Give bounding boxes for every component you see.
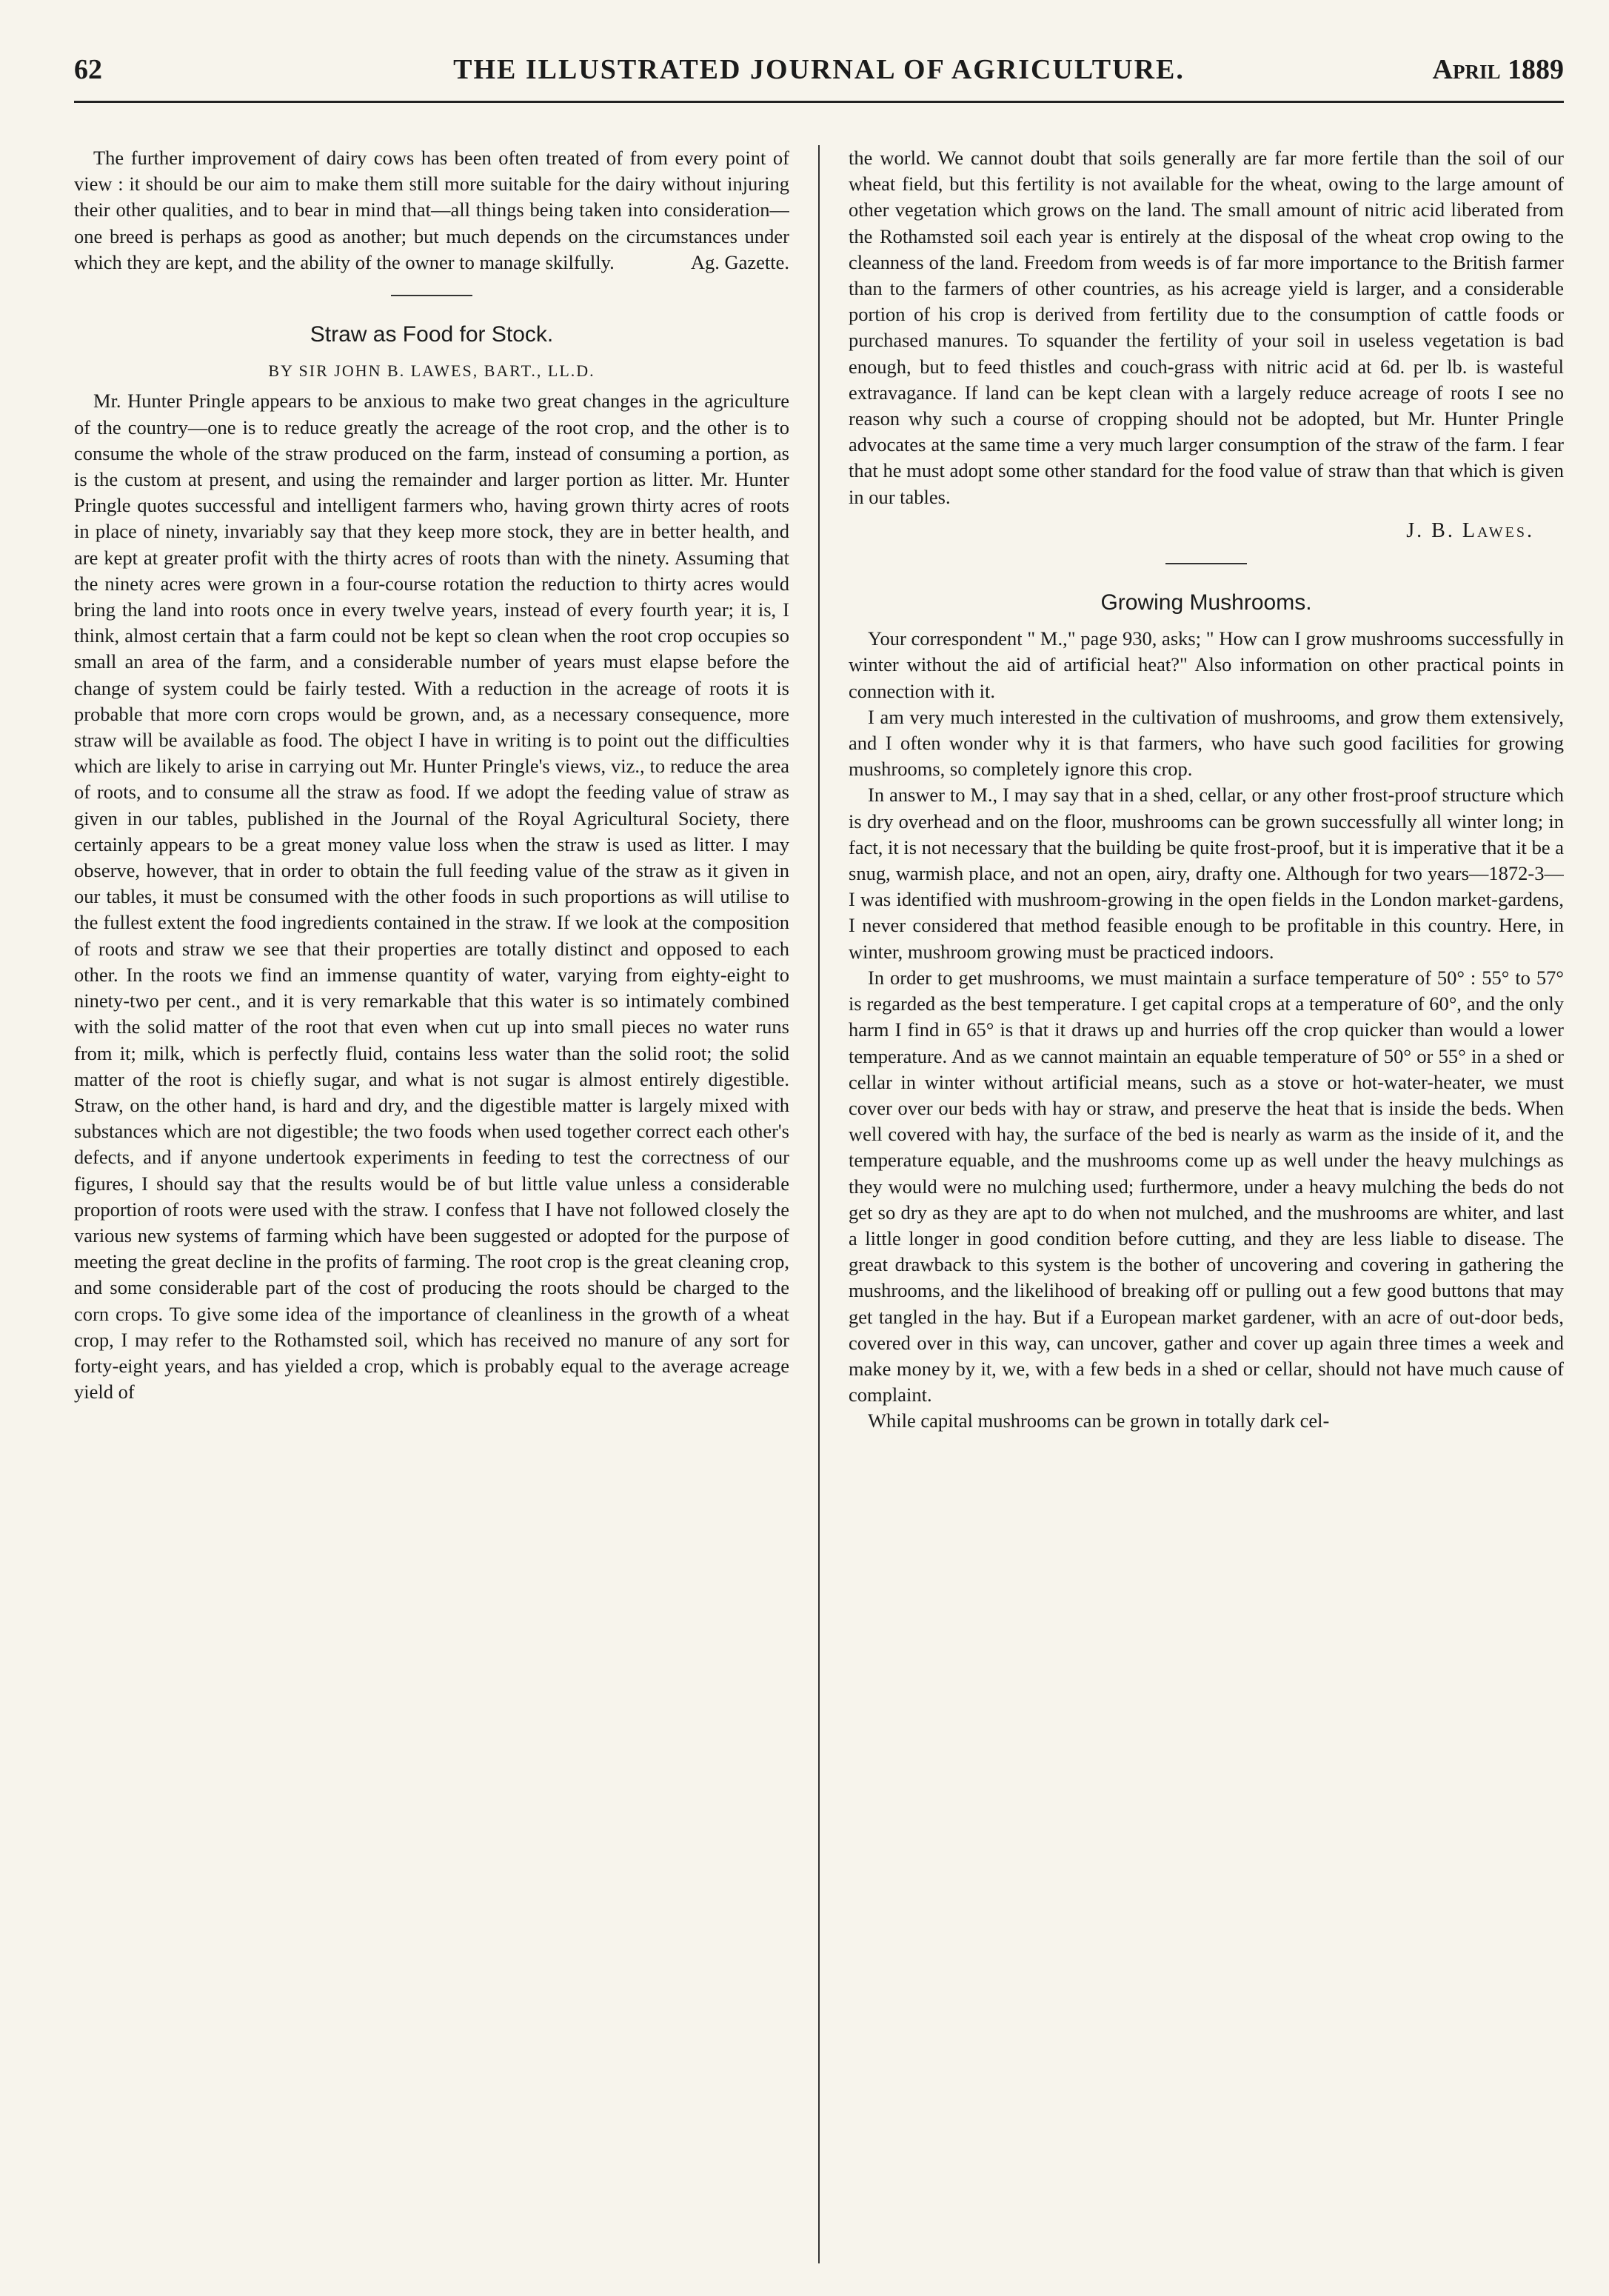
mushroom-paragraph: In answer to M., I may say that in a shed, cellar, or any other frost-proof structure which is dry overhead and on the floor, mushrooms can be grown successfully all winter long; in fact, it is not necessary that the building be quite frost-proof, but it is imperative that it be a snug, warmish place, and not an open, airy, drafty one. Although for two years—1872-3—I was identified with mushroom-growing in the open fields in the London market-gardens, I never considered that method feasible enough to be profitable in this country. Here, in winter, mushroom growing must be practiced indoors. [849, 784, 1564, 963]
text-columns [74, 145, 1564, 2263]
running-header [74, 49, 1564, 103]
issue-date: April 1889 [1432, 54, 1564, 85]
mushroom-paragraph: In order to get mushrooms, we must maintain a surface temperature of 50° : 55° to 57° is regarded as the best temperature. I get capital crops at a temperature of 60°, and the only harm I find in 65° is that it draws up and hurries off the crop quicker than would a lower temperature. And as we cannot maintain an equable temperature of 50° or 55° in a shed or cellar in winter without artificial means, such as a stove or hot-water-heater, we must cover over our beds with hay or straw, and preserve the heat that is inside the beds. When well covered with hay, the surface of the bed is nearly as warm as the inside of it, and the temperature equable, and the mushrooms come up as well under the heavy mulchings as they would were no mulching used; furthermore, under a heavy mulching the beds do not get so dry as they are apt to do when not mulched, and the mushrooms are whiter, and last a little longer in good condition before cutting, and they are less liable to disease. The great drawback to this system is the bother of uncovering and covering in gathering the mushrooms, and the likelihood of breaking off or pulling out a few good buttons that may get tangled in the hay. But if a European market gardener, with an acre of out-door beds, covered over in this way, can uncover, gather and cover up again three times a week and make money by it, we, with a few beds in a shed or cellar, should not have much cause of complaint. [849, 966, 1564, 1406]
straw-article-signature: J. B. Lawes. [1406, 518, 1534, 542]
mushroom-paragraph: I am very much interested in the cultivation of mushrooms, and grow them extensively, and I often wonder why it is that farmers, who have such good facilities for growing mushrooms, so completely ignore this crop. [849, 705, 1564, 781]
straw-article-paragraph: Mr. Hunter Pringle appears to be anxious to make two great changes in the agriculture of the country—one is to reduce greatly the acreage of the root crop, and the other is to consume the whole of the straw produced on the farm, instead of consuming a portion, as is the custom at present, and using the remainder and larger portion as litter. Mr. Hunter Pringle quotes successful and intelligent farmers who, having grown thirty acres of roots in place of ninety, invariably say that they keep more stock, they are in better health, and are kept at greater profit with the thirty acres of roots than with the ninety. Assuming that the ninety acres were grown in a four-course rotation the reduction to thirty acres would bring the land into roots once in every twelve years, instead of every fourth year; it is, I think, almost certain that a farm could not be kept so clean when the root crop occupies so small an area of the farm, and a considerable number of years must elapse before the change of system could be fairly tested. With a reduction in the acreage of roots it is probable that more corn crops would be grown, and, as a necessary consequence, more straw will be available as food. The object I have in writing is to point out the difficulties which are likely to arise in carrying out Mr. Hunter Pringle's views, viz., to reduce the area of roots, and to consume all the straw as food. If we adopt the feeding value of straw as given in our tables, published in the Journal of the Royal Agricultural Society, there certainly appears to be a great money value loss when the straw is used as litter. I may observe, however, that in order to obtain the full feeding value of the straw as it given in our tables, it must be consumed with the other foods in such proportions as will utilise to the fullest extent the food ingredients contained in the straw. If we look at the composition of roots and straw we see that their properties are totally distinct and opposed to each other. In the roots we find an immense quantity of water, varying from eighty-eight to ninety-two per cent., and it is very remarkable that this water is so intimately combined with the solid matter of the root that even when cut up into small pieces no water runs from it; milk, which is perfectly fluid, contains less water than the solid root; the solid matter of the root is chiefly sugar, and what is not sugar is almost entirely digestible. Straw, on the other hand, is hard and dry, and the digestible matter is largely mixed with substances which are not digestible; the two foods when used together correct each other's defects, and if anyone undertook experiments in feeding to test the correctness of our figures, I should say that the results would be of but little value unless a considerable proportion of roots were used with the straw. I confess that I have not followed closely the various new systems of farming which have been suggested or adopted for the purpose of meeting the great decline in the profits of farming. The root crop is the great cleaning crop, and some considerable part of the cost of producing the roots should be charged to the corn crops. To give some idea of the importance of cleanliness in the growth of a wheat crop, I may refer to the Rothamsted soil, which has received no manure of any sort for forty-eight years, and has yielded a crop, which is probably equal to the average acreage yield of [74, 390, 789, 1404]
mushroom-paragraph: While capital mushrooms can be grown in totally dark cel- [868, 1409, 1330, 1432]
page-number: 62 [74, 54, 102, 85]
section-divider [391, 295, 472, 296]
straw-article-title: Straw as Food for Stock. [310, 322, 554, 347]
dairy-paragraph [74, 145, 789, 276]
journal-page [74, 49, 1564, 2263]
straw-article-byline: BY SIR JOHN B. LAWES, BART., LL.D. [268, 361, 595, 381]
mushroom-article-title: Growing Mushrooms. [1100, 590, 1312, 615]
left-column [74, 145, 789, 2263]
section-divider [1165, 563, 1247, 564]
straw-article-continuation: the world. We cannot doubt that soils generally are far more fertile than the soil of our wheat field, but this fertility is not available for the wheat, owing to the large amount of other vegetation which grows on the land. The small amount of nitric acid liberated from the Rothamsted soil each year is entirely at the disposal of the wheat crop owing to the cleanness of the land. Freedom from weeds is of far more importance to the British farmer than to the farmers of other countries, as his acreage yield is larger, and a considerable portion of his crop is derived from fertility due to the consumption of cattle foods or purchased manures. To squander the fertility of your soil in useless vegetation is bad enough, but to feed thistles and couch-grass with nitric acid at 6d. per lb. is wasteful extravagance. If land can be kept clean with a largely reduce acreage of roots I see no reason why such a course of cropping should not be adopted, but Mr. Hunter Pringle advocates at the same time a very much larger consumption of the straw of the farm. I fear that he must adopt some other standard for the food value of straw than that which is given in our tables. [849, 147, 1564, 508]
dairy-paragraph-text: The further improvement of dairy cows has been often treated of from every point of view : it should be our aim to make them still more suitable for the dairy without injuring their other qualities, and to bear in mind that—all things being taken into consideration—one breed is perhaps as good as another; but much depends on the circumstances under which they are kept, and the ability of the owner to manage skilfully. [74, 147, 789, 273]
right-column [849, 145, 1564, 2263]
column-divider [818, 145, 820, 2263]
journal-title: THE ILLUSTRATED JOURNAL OF AGRICULTURE. [453, 54, 1185, 85]
mushroom-paragraph: Your correspondent " M.," page 930, asks; " How can I grow mushrooms successfully in winter without the aid of artificial heat?" Also information on other practical points in connection with it. [849, 627, 1564, 702]
dairy-source: Ag. Gazette. [690, 250, 789, 273]
